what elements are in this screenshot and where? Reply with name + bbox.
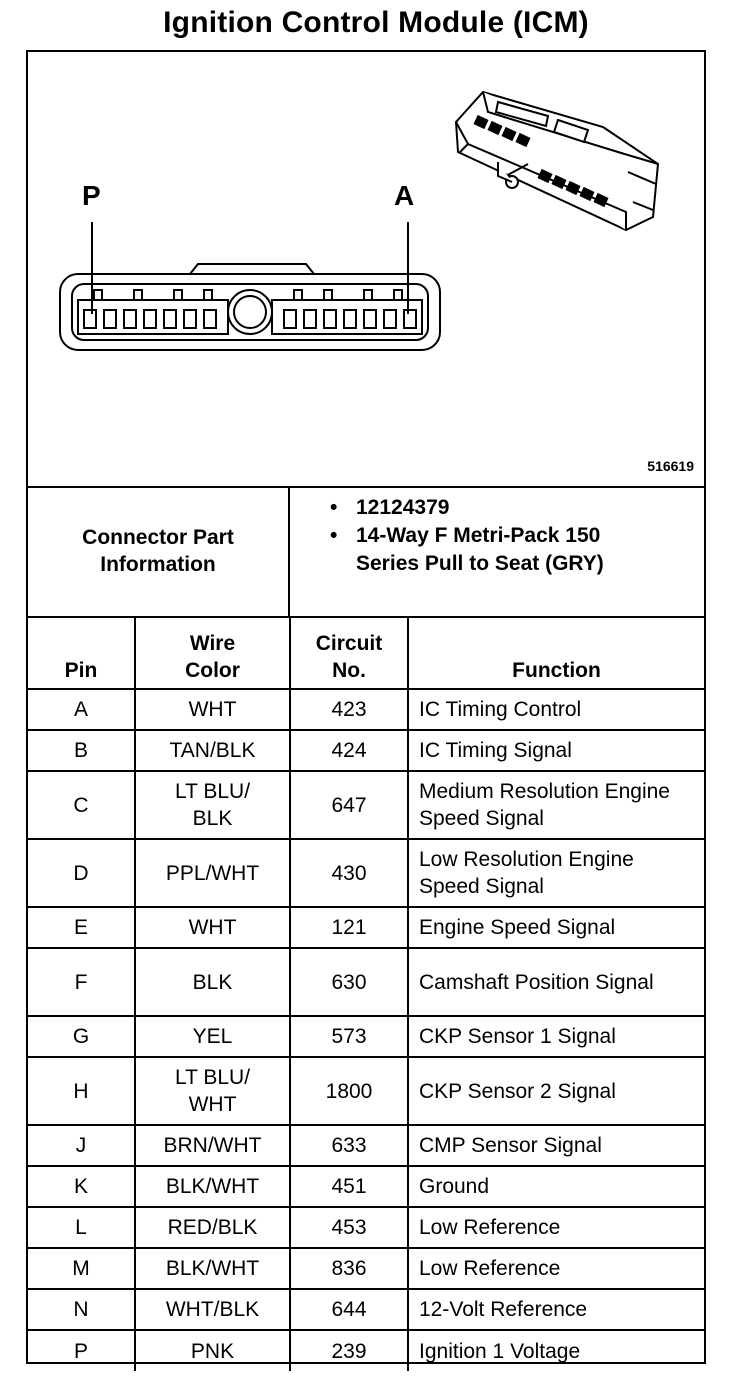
function-cell: Engine Speed Signal — [408, 907, 704, 948]
circuit-cell: 239 — [290, 1330, 408, 1371]
pin-cell: N — [28, 1289, 135, 1330]
part-number: • 12124379 — [290, 494, 700, 522]
table-row — [28, 1166, 704, 1207]
function-cell: Low Reference — [408, 1207, 704, 1248]
document-title: Ignition Control Module (ICM) — [163, 6, 589, 39]
table-row — [28, 1125, 704, 1166]
wire-color-cell: PPL/WHT — [135, 839, 290, 907]
connector-sheet — [26, 50, 706, 1364]
connector-3d-illustration — [456, 92, 658, 230]
function-cell: CKP Sensor 2 Signal — [408, 1057, 704, 1125]
circuit-cell: 647 — [290, 771, 408, 839]
table-row — [28, 771, 704, 839]
connector-description: • 14-Way F Metri-Pack 150 Series Pull to Seat (GRY) — [290, 522, 626, 578]
wire-color-cell: PNK — [135, 1330, 290, 1371]
pin-cell: P — [28, 1330, 135, 1371]
wire-color-cell: BRN/WHT — [135, 1125, 290, 1166]
function-cell: IC Timing Control — [408, 689, 704, 730]
pin-cell: M — [28, 1248, 135, 1289]
table-row — [28, 1057, 704, 1125]
function-cell: 12-Volt Reference — [408, 1289, 704, 1330]
function-cell: Ignition 1 Voltage — [408, 1330, 704, 1371]
table-row — [28, 1248, 704, 1289]
table-row — [28, 1289, 704, 1330]
table-row — [28, 1330, 704, 1371]
table-row — [28, 839, 704, 907]
function-cell: CMP Sensor Signal — [408, 1125, 704, 1166]
pin-cell: D — [28, 839, 135, 907]
table-header-row — [28, 617, 704, 689]
wire-color-cell: BLK/WHT — [135, 1248, 290, 1289]
pin-a-label: A — [394, 180, 415, 211]
wire-color-cell: LT BLU/ BLK — [135, 771, 290, 839]
header-function: Function — [408, 617, 704, 689]
connector-figure — [28, 52, 704, 488]
pin-cell: A — [28, 689, 135, 730]
wire-color-cell: YEL — [135, 1016, 290, 1057]
pin-cell: K — [28, 1166, 135, 1207]
wire-color-cell: TAN/BLK — [135, 730, 290, 771]
function-cell: IC Timing Signal — [408, 730, 704, 771]
function-cell: Low Reference — [408, 1248, 704, 1289]
pin-cell: B — [28, 730, 135, 771]
table-row — [28, 689, 704, 730]
connector-face — [60, 264, 440, 350]
circuit-cell: 424 — [290, 730, 408, 771]
header-wire-color: Wire Color — [135, 617, 290, 689]
circuit-cell: 423 — [290, 689, 408, 730]
figure-id: 516619 — [647, 458, 694, 474]
pin-cell: J — [28, 1125, 135, 1166]
connector-drawing — [28, 52, 704, 486]
wire-color-cell: BLK/WHT — [135, 1166, 290, 1207]
table-row — [28, 907, 704, 948]
wire-color-cell: BLK — [135, 948, 290, 1016]
pin-cell: F — [28, 948, 135, 1016]
table-row — [28, 1207, 704, 1248]
circuit-cell: 644 — [290, 1289, 408, 1330]
wire-color-cell: WHT/BLK — [135, 1289, 290, 1330]
circuit-cell: 1800 — [290, 1057, 408, 1125]
wire-color-cell: RED/BLK — [135, 1207, 290, 1248]
header-pin: Pin — [28, 617, 135, 689]
pin-cell: H — [28, 1057, 135, 1125]
pin-cell: E — [28, 907, 135, 948]
part-info-label: Connector Part Information — [28, 486, 290, 616]
wire-color-cell: WHT — [135, 689, 290, 730]
circuit-cell: 836 — [290, 1248, 408, 1289]
table-row — [28, 948, 704, 1016]
wire-color-cell: WHT — [135, 907, 290, 948]
circuit-cell: 121 — [290, 907, 408, 948]
pin-cell: C — [28, 771, 135, 839]
circuit-cell: 453 — [290, 1207, 408, 1248]
function-cell: Medium Resolution Engine Speed Signal — [408, 771, 704, 839]
table-row — [28, 730, 704, 771]
function-cell: Camshaft Position Signal — [408, 948, 704, 1016]
function-cell: Low Resolution Engine Speed Signal — [408, 839, 704, 907]
circuit-cell: 630 — [290, 948, 408, 1016]
pinout-table — [28, 616, 704, 1371]
part-info-list — [290, 494, 700, 578]
connector-part-info — [28, 486, 704, 618]
function-cell: Ground — [408, 1166, 704, 1207]
function-cell: CKP Sensor 1 Signal — [408, 1016, 704, 1057]
circuit-cell: 573 — [290, 1016, 408, 1057]
pin-p-label: P — [82, 180, 101, 211]
header-circuit-no: Circuit No. — [290, 617, 408, 689]
pin-cell: L — [28, 1207, 135, 1248]
table-row — [28, 1016, 704, 1057]
circuit-cell: 451 — [290, 1166, 408, 1207]
pin-cell: G — [28, 1016, 135, 1057]
circuit-cell: 430 — [290, 839, 408, 907]
wire-color-cell: LT BLU/ WHT — [135, 1057, 290, 1125]
circuit-cell: 633 — [290, 1125, 408, 1166]
